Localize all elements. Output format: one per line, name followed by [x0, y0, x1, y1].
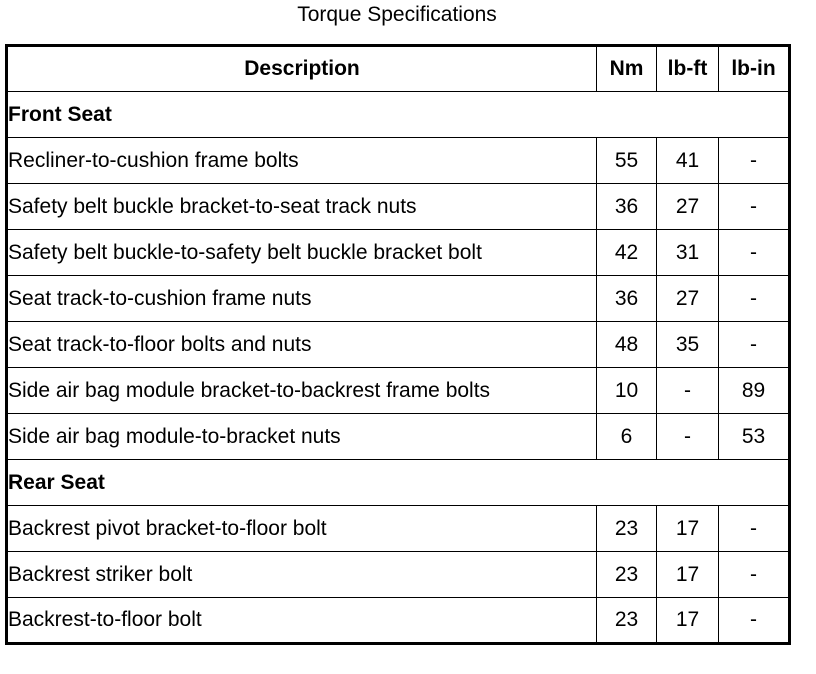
row-nm: 42	[597, 230, 657, 276]
table-row	[7, 368, 790, 414]
row-nm: 36	[597, 184, 657, 230]
row-lbin: 53	[719, 414, 790, 460]
column-header-nm: Nm	[597, 46, 657, 92]
table-row	[7, 506, 790, 552]
row-lbft: 41	[657, 138, 719, 184]
row-nm: 48	[597, 322, 657, 368]
row-description: Safety belt buckle-to-safety belt buckle bracket bolt	[7, 230, 597, 276]
row-description: Backrest striker bolt	[7, 552, 597, 598]
table-row	[7, 322, 790, 368]
section-heading-rear-seat: Rear Seat	[7, 460, 790, 506]
row-description: Recliner-to-cushion frame bolts	[7, 138, 597, 184]
row-lbin: -	[719, 184, 790, 230]
table-row	[7, 414, 790, 460]
row-description: Side air bag module bracket-to-backrest frame bolts	[7, 368, 597, 414]
row-lbft: 27	[657, 184, 719, 230]
row-lbin: -	[719, 138, 790, 184]
row-nm: 23	[597, 506, 657, 552]
row-nm: 6	[597, 414, 657, 460]
row-description: Side air bag module-to-bracket nuts	[7, 414, 597, 460]
row-lbft: 27	[657, 276, 719, 322]
page-title: Torque Specifications	[297, 3, 497, 26]
table-header-row	[7, 46, 790, 92]
row-nm: 55	[597, 138, 657, 184]
row-nm: 23	[597, 552, 657, 598]
row-lbft: -	[657, 414, 719, 460]
row-lbin: -	[719, 598, 790, 644]
row-lbft: 35	[657, 322, 719, 368]
row-nm: 36	[597, 276, 657, 322]
row-lbft: 31	[657, 230, 719, 276]
table-row	[7, 138, 790, 184]
row-lbin: -	[719, 322, 790, 368]
section-row-rear-seat	[7, 460, 790, 506]
row-lbft: 17	[657, 598, 719, 644]
section-heading-front-seat: Front Seat	[7, 92, 790, 138]
row-lbft: 17	[657, 506, 719, 552]
column-header-lbin: lb-in	[719, 46, 790, 92]
row-nm: 10	[597, 368, 657, 414]
table-row	[7, 598, 790, 644]
column-header-lbft: lb-ft	[657, 46, 719, 92]
row-lbin: -	[719, 230, 790, 276]
row-nm: 23	[597, 598, 657, 644]
torque-spec-table	[5, 44, 791, 645]
row-lbin: -	[719, 552, 790, 598]
row-description: Seat track-to-floor bolts and nuts	[7, 322, 597, 368]
row-description: Safety belt buckle bracket-to-seat track nuts	[7, 184, 597, 230]
row-description: Backrest pivot bracket-to-floor bolt	[7, 506, 597, 552]
row-lbft: -	[657, 368, 719, 414]
row-description: Seat track-to-cushion frame nuts	[7, 276, 597, 322]
row-description: Backrest-to-floor bolt	[7, 598, 597, 644]
table-row	[7, 552, 790, 598]
row-lbin: -	[719, 506, 790, 552]
row-lbft: 17	[657, 552, 719, 598]
table-row	[7, 184, 790, 230]
table-row	[7, 276, 790, 322]
section-row-front-seat	[7, 92, 790, 138]
column-header-description: Description	[7, 46, 597, 92]
table-row	[7, 230, 790, 276]
row-lbin: -	[719, 276, 790, 322]
row-lbin: 89	[719, 368, 790, 414]
